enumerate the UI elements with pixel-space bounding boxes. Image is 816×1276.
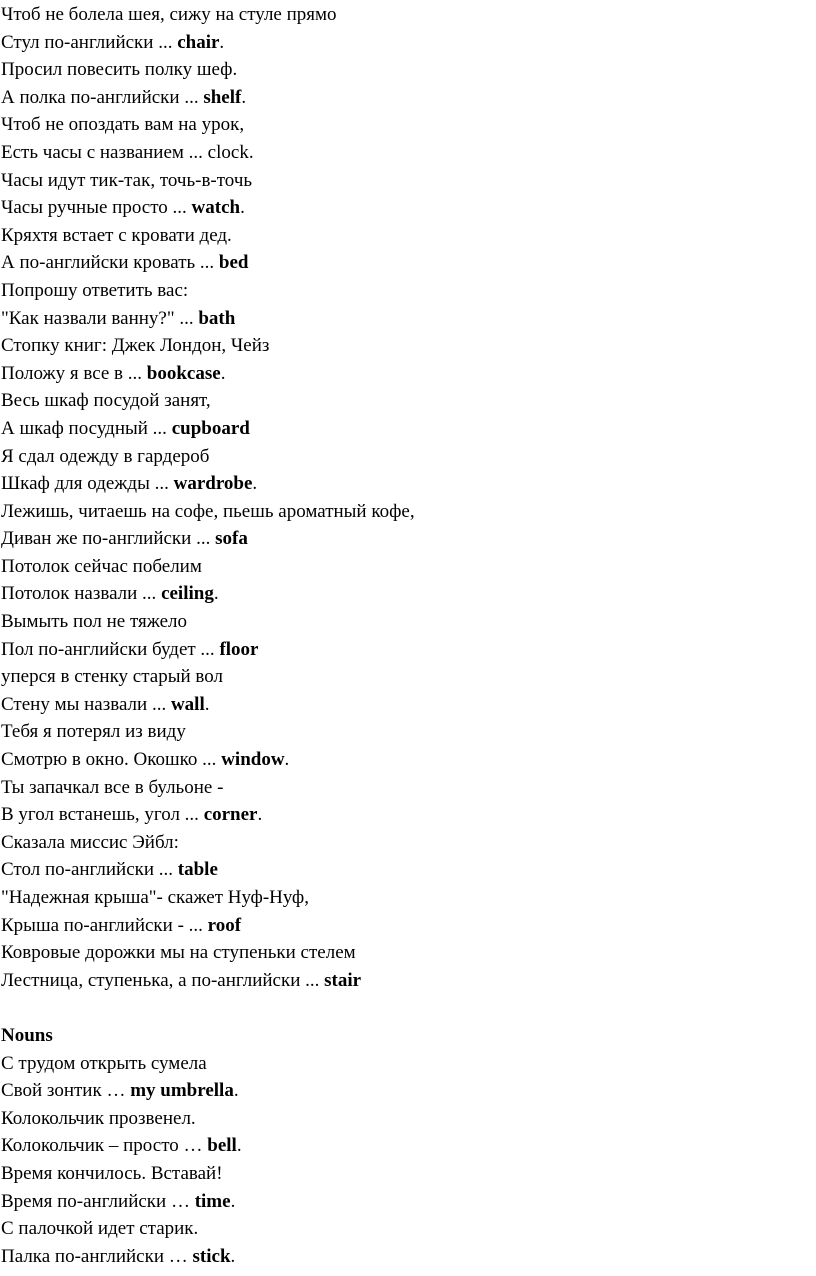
text-line <box>1 746 813 774</box>
text-line <box>1 443 813 471</box>
answer-word: my umbrella <box>130 1080 234 1102</box>
line-text: Вымыть пол не тяжело <box>1 611 188 633</box>
line-text: Диван же по-английски ... <box>1 528 216 550</box>
answer-word: stair <box>324 969 362 991</box>
text-line <box>1 222 813 250</box>
text-line <box>1 856 813 884</box>
answer-word: shelf <box>203 86 242 108</box>
line-text: А шкаф посудный ... <box>1 417 172 439</box>
line-text: Свой зонтик … <box>1 1080 131 1102</box>
line-text: уперся в стенку старый вол <box>1 666 223 688</box>
text-line <box>1 608 813 636</box>
line-text: "Как назвали ванну?" ... <box>1 307 199 329</box>
line-text: Потолок сейчас побелим <box>1 555 202 577</box>
text-line <box>1 1188 813 1216</box>
line-text: Ковровые дорожки мы на ступеньки стелем <box>1 942 356 964</box>
answer-word: bath <box>198 307 236 329</box>
text-line <box>1 1077 813 1105</box>
line-text: Ты запачкал все в бульоне - <box>1 776 224 798</box>
text-line <box>1 1215 813 1243</box>
text-line <box>1 56 813 84</box>
answer-word: watch <box>191 197 241 219</box>
answer-word: floor <box>219 638 259 660</box>
answer-word: bed <box>218 252 249 274</box>
line-punctuation: . <box>230 1245 236 1267</box>
line-text: Тебя я потерял из виду <box>1 721 186 743</box>
line-text: Палка по-английски … <box>1 1245 193 1267</box>
line-punctuation: . <box>257 804 263 826</box>
answer-word: wall <box>170 693 205 715</box>
line-text: С трудом открыть сумела <box>1 1052 207 1074</box>
line-text: Стену мы назвали ... <box>1 693 171 715</box>
line-text: Кряхтя встает с кровати дед. <box>1 224 232 246</box>
answer-word: wardrobe <box>173 473 253 495</box>
text-line <box>1 139 813 167</box>
answer-word: chair <box>177 31 220 53</box>
text-line <box>1 774 813 802</box>
line-punctuation: . <box>241 86 247 108</box>
poem-section <box>1 1 813 994</box>
text-line <box>1 718 813 746</box>
line-text: Пол по-английски будет ... <box>1 638 220 660</box>
line-text: Положу я все в ... <box>1 362 147 384</box>
line-text: "Надежная крыша"- скажет Нуф-Нуф, <box>1 887 309 908</box>
text-line <box>1 277 813 305</box>
text-line <box>1 305 813 333</box>
answer-word: sofa <box>215 528 248 550</box>
text-line <box>1 1160 813 1188</box>
text-line <box>1 663 813 691</box>
line-text: Стол по-английски ... <box>1 859 178 881</box>
text-line <box>1 553 813 581</box>
answer-word: bell <box>207 1135 237 1157</box>
text-line <box>1 939 813 967</box>
text-line <box>1 360 813 388</box>
line-punctuation: . <box>220 362 226 384</box>
line-text: Лежишь, читаешь на софе, пьешь ароматный кофе, <box>1 500 415 522</box>
answer-word: time <box>194 1190 231 1212</box>
answer-word: stick <box>192 1245 231 1267</box>
line-text: Лестница, ступенька, а по-английски ... <box>1 969 325 991</box>
line-text: Время кончилось. Вставай! <box>1 1162 223 1184</box>
line-text: Чтоб не опоздать вам на урок, <box>1 114 245 136</box>
text-line <box>1 167 813 195</box>
line-text: Чтоб не болела шея, сижу на стуле прямо <box>1 4 337 25</box>
line-text: Стопку книг: Джек Лондон, Чейз <box>1 335 270 357</box>
line-punctuation: . <box>236 1135 242 1157</box>
line-punctuation: . <box>230 1190 236 1212</box>
line-text: Попрошу ответить вас: <box>1 279 189 301</box>
line-text: Весь шкаф посудой занят, <box>1 390 211 412</box>
line-text: Колокольчик прозвенел. <box>1 1107 196 1129</box>
text-line <box>1 1105 813 1133</box>
text-line <box>1 1243 813 1271</box>
line-punctuation: . <box>219 31 225 53</box>
line-punctuation: . <box>233 1080 239 1102</box>
line-punctuation: . <box>213 583 219 605</box>
text-line <box>1 636 813 664</box>
line-punctuation: . <box>204 693 210 715</box>
line-text: Есть часы с названием ... clock. <box>1 141 254 163</box>
answer-word: corner <box>203 804 258 826</box>
line-text: Крыша по-английски - ... <box>1 914 208 936</box>
answer-word: bookcase <box>146 362 221 384</box>
answer-word: table <box>177 859 218 881</box>
text-line <box>1 332 813 360</box>
line-text: Потолок назвали ... <box>1 583 162 605</box>
answer-word: roof <box>207 914 242 936</box>
line-text: Шкаф для одежды ... <box>1 473 174 495</box>
line-text: В угол встанешь, угол ... <box>1 804 204 826</box>
answer-word: ceiling <box>161 583 214 605</box>
text-line <box>1 415 813 443</box>
text-line <box>1 912 813 940</box>
line-text: Часы идут тик-так, точь-в-точь <box>1 169 253 191</box>
text-line <box>1 498 813 526</box>
nouns-heading: Nouns <box>1 1024 53 1046</box>
text-line <box>1 1 813 29</box>
nouns-section <box>1 1050 813 1271</box>
text-line <box>1 249 813 277</box>
text-line <box>1 194 813 222</box>
text-line <box>1 29 813 57</box>
text-line <box>1 1132 813 1160</box>
line-punctuation: . <box>252 473 258 495</box>
text-line <box>1 829 813 857</box>
answer-word: cupboard <box>171 417 250 439</box>
answer-word: window <box>221 749 285 771</box>
line-text: А полка по-английски ... <box>1 86 204 108</box>
text-line <box>1 111 813 139</box>
line-text: Часы ручные просто ... <box>1 197 192 219</box>
line-text: Просил повесить полку шеф. <box>1 59 238 81</box>
text-line <box>1 884 813 912</box>
line-text: Колокольчик – просто … <box>1 1135 208 1157</box>
text-line <box>1 967 813 995</box>
line-punctuation: . <box>240 197 245 219</box>
line-text: Время по-английски … <box>1 1190 195 1212</box>
text-line <box>1 801 813 829</box>
line-text: С палочкой идет старик. <box>1 1218 199 1240</box>
document-page <box>1 1 813 1270</box>
text-line <box>1 525 813 553</box>
text-line <box>1 387 813 415</box>
text-line <box>1 1050 813 1078</box>
line-text: Я сдал одежду в гардероб <box>1 445 210 467</box>
section-spacer <box>1 994 813 1022</box>
line-text: Смотрю в окно. Окошко ... <box>1 749 222 771</box>
line-text: Стул по-английски ... <box>1 31 178 53</box>
text-line <box>1 470 813 498</box>
text-line <box>1 580 813 608</box>
line-text: Сказала миссис Эйбл: <box>1 831 179 853</box>
line-text: А по-английски кровать ... <box>1 252 219 274</box>
line-punctuation: . <box>284 749 290 771</box>
text-line <box>1 691 813 719</box>
text-line <box>1 84 813 112</box>
